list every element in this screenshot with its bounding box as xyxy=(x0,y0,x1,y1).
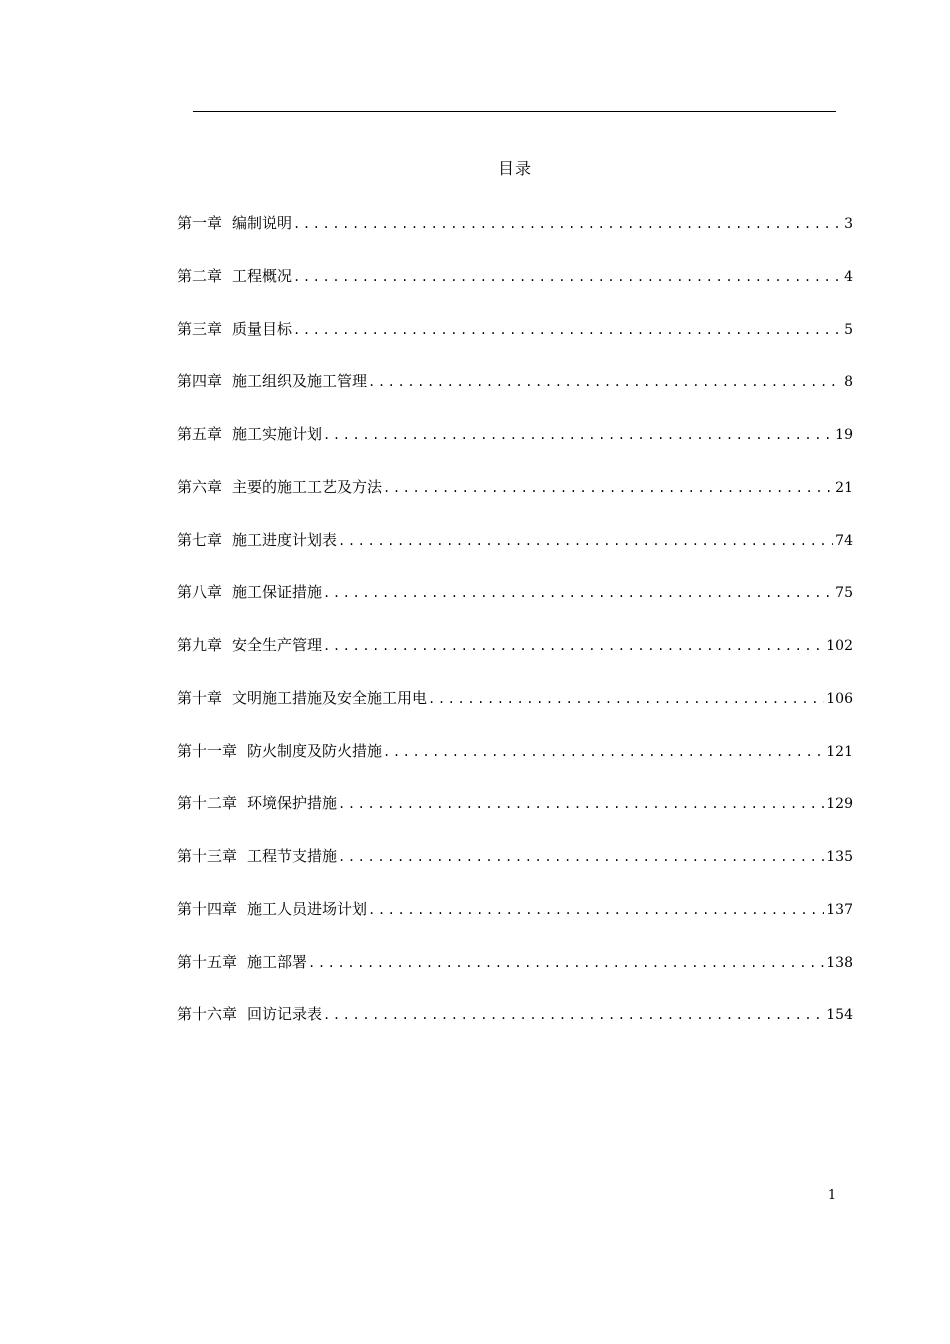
toc-entry[interactable] xyxy=(177,1003,853,1056)
toc-entry[interactable] xyxy=(177,370,853,423)
toc-entry-page: 74 xyxy=(835,532,853,549)
toc-entry-chapter: 第二章 xyxy=(177,266,223,285)
toc-entry-chapter: 第七章 xyxy=(177,530,223,549)
toc-entry-page: 106 xyxy=(826,690,853,707)
toc-leader-dots xyxy=(293,266,842,288)
toc-entry-title: 施工人员进场计划 xyxy=(247,899,368,918)
toc-entry[interactable] xyxy=(177,212,853,265)
toc-leader-dots xyxy=(323,582,833,604)
toc-leader-dots xyxy=(338,793,824,815)
toc-entry-chapter: 第四章 xyxy=(177,372,223,391)
toc-entry-chapter: 第一章 xyxy=(177,214,223,232)
toc-entry-title: 施工进度计划表 xyxy=(232,530,338,549)
toc-entry-page: 8 xyxy=(844,374,853,391)
header-rule xyxy=(193,111,836,112)
toc-entry[interactable] xyxy=(177,898,853,951)
toc-entry-chapter: 第十六章 xyxy=(177,1005,238,1024)
toc-leader-dots xyxy=(338,846,824,868)
toc-entry[interactable] xyxy=(177,265,853,318)
toc-entry-chapter: 第五章 xyxy=(177,425,223,443)
toc-entry-title: 回访记录表 xyxy=(247,1005,323,1024)
toc-entry[interactable] xyxy=(177,581,853,634)
toc-entry[interactable] xyxy=(177,951,853,1004)
toc-entry-title: 质量目标 xyxy=(232,319,293,338)
toc-list xyxy=(177,212,853,1056)
toc-entry-page: 5 xyxy=(844,321,853,338)
toc-entry[interactable] xyxy=(177,634,853,687)
toc-leader-dots xyxy=(308,952,824,974)
toc-leader-dots xyxy=(323,635,824,657)
toc-entry[interactable] xyxy=(177,687,853,740)
toc-entry[interactable] xyxy=(177,529,853,582)
toc-leader-dots xyxy=(368,371,842,393)
toc-entry-chapter: 第三章 xyxy=(177,319,223,338)
toc-entry-title: 环境保护措施 xyxy=(247,794,338,813)
toc-entry-title: 施工保证措施 xyxy=(232,583,323,602)
toc-leader-dots xyxy=(323,424,833,446)
toc-entry-page: 102 xyxy=(826,638,853,654)
toc-entry-title: 文明施工措施及安全施工用电 xyxy=(232,688,428,707)
toc-entry-title: 安全生产管理 xyxy=(232,636,323,654)
toc-entry[interactable] xyxy=(177,845,853,898)
toc-entry-chapter: 第六章 xyxy=(177,477,223,496)
toc-entry-page: 19 xyxy=(835,427,853,443)
toc-entry-title: 施工部署 xyxy=(247,952,308,971)
toc-entry-title: 工程节支措施 xyxy=(247,847,338,865)
toc-leader-dots xyxy=(383,741,824,763)
toc-entry[interactable] xyxy=(177,318,853,371)
toc-entry-page: 4 xyxy=(844,268,853,285)
toc-entry[interactable] xyxy=(177,792,853,845)
page-number: 1 xyxy=(827,1188,837,1203)
toc-entry-page: 138 xyxy=(826,954,853,971)
toc-entry-title: 防火制度及防火措施 xyxy=(247,741,383,760)
toc-entry[interactable] xyxy=(177,740,853,793)
toc-entry-title: 施工组织及施工管理 xyxy=(232,372,368,391)
toc-leader-dots xyxy=(293,319,842,341)
toc-leader-dots xyxy=(383,477,833,499)
toc-entry-title: 主要的施工工艺及方法 xyxy=(232,477,383,496)
toc-entry-page: 129 xyxy=(826,796,853,813)
toc-entry-chapter: 第八章 xyxy=(177,583,223,602)
toc-entry[interactable] xyxy=(177,476,853,529)
toc-entry-title: 施工实施计划 xyxy=(232,425,323,443)
toc-entry-page: 3 xyxy=(844,216,853,232)
toc-entry-chapter: 第十章 xyxy=(177,688,223,707)
toc-entry-chapter: 第十三章 xyxy=(177,847,238,865)
toc-entry-page: 75 xyxy=(835,585,853,602)
toc-leader-dots xyxy=(368,899,824,921)
toc-entry-page: 121 xyxy=(826,743,853,760)
toc-leader-dots xyxy=(428,688,824,710)
toc-entry-title: 工程概况 xyxy=(232,266,293,285)
toc-leader-dots xyxy=(293,213,842,235)
toc-entry-chapter: 第十二章 xyxy=(177,794,238,813)
toc-title: 目录 xyxy=(497,159,532,178)
toc-entry-page: 135 xyxy=(826,849,853,865)
toc-entry-chapter: 第九章 xyxy=(177,636,223,654)
toc-entry-title: 编制说明 xyxy=(232,214,293,232)
toc-entry-chapter: 第十四章 xyxy=(177,899,238,918)
toc-entry-page: 154 xyxy=(826,1007,853,1024)
toc-entry[interactable] xyxy=(177,423,853,476)
toc-leader-dots xyxy=(323,1004,824,1026)
toc-entry-chapter: 第十五章 xyxy=(177,952,238,971)
toc-entry-page: 137 xyxy=(826,901,853,918)
toc-entry-page: 21 xyxy=(835,479,853,496)
toc-entry-chapter: 第十一章 xyxy=(177,741,238,760)
toc-leader-dots xyxy=(338,530,833,552)
